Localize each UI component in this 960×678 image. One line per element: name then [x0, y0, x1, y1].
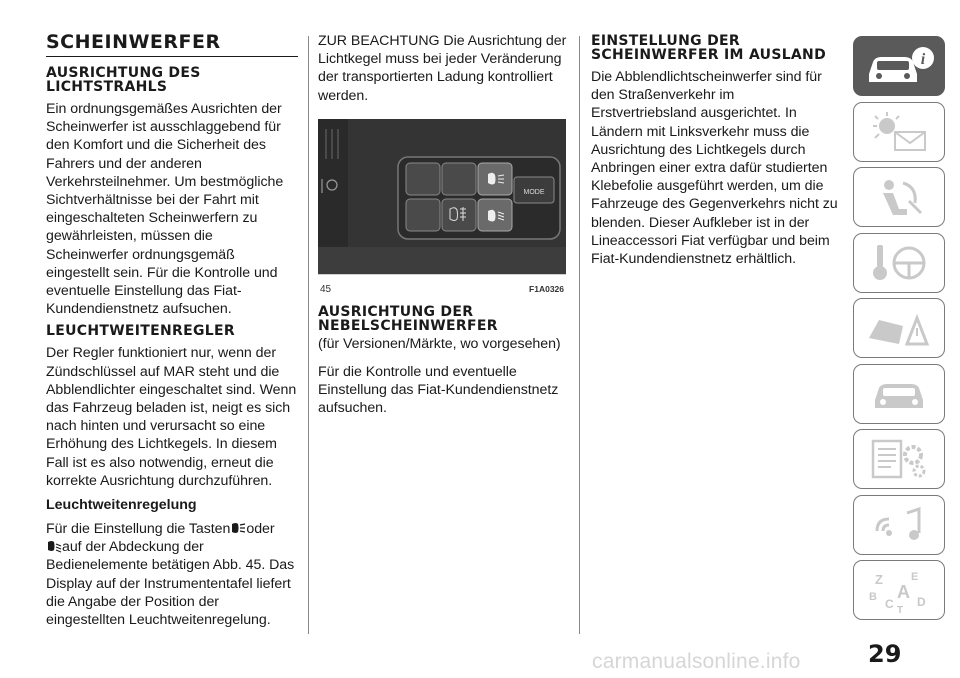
tab-index[interactable]	[853, 560, 945, 620]
key-steering-wheel-icon	[859, 239, 939, 287]
svg-text:Z: Z	[875, 572, 883, 587]
alphabet-index-icon	[859, 566, 939, 614]
column-1	[46, 32, 298, 635]
headlight-up-icon	[230, 520, 246, 536]
paragraph-with-buttons	[46, 520, 298, 629]
accident-warning-icon	[859, 304, 939, 352]
section-heading-nebelscheinwerfer: AUSRICHTUNG DER NEBELSCHEINWERFER	[318, 303, 498, 334]
column-2	[318, 32, 568, 424]
column-3	[591, 32, 843, 274]
paragraph: Die Abblendlichtscheinwerfer sind für den Straßenverkehr im Erstvertriebsland ausgerichtet. In Ländern mit Linksverkehr muss die Ausrichtung des Lichtkegels durch Anbringen einer extra dafür studierten Klebefolie ausgeführt werden, um die Fahrzeuge des Gegenverkehrs nicht zu blenden. Dieser Aufkleber ist in der Lineaccessori Fiat verfügbar und beim Fiat-Kundendienstnetz erhältlich.	[591, 69, 838, 268]
paragraph-note: ZUR BEACHTUNG Die Ausrichtung der Lichtkegel muss bei jeder Veränderung der transportierten Ladung kontrolliert werden.	[318, 33, 567, 104]
tab-safety[interactable]	[853, 167, 945, 227]
tab-car-info[interactable]	[853, 36, 945, 96]
tab-maintenance-car[interactable]	[853, 364, 945, 424]
subheading-leuchtweitenregelung: Leuchtweitenregelung	[46, 497, 197, 514]
section-heading-ausland: EINSTELLUNG DER SCHEINWERFER IM AUSLAND	[591, 33, 826, 63]
svg-text:D: D	[917, 595, 926, 609]
text-fragment: auf der Abdeckung der Bedienelemente betätigen Abb. 45. Das Display auf der Instrumententafel liefert die Angabe der Position der eingestellten Leuchtweitenregelung.	[46, 539, 295, 629]
column-divider	[579, 36, 580, 634]
tab-emergency[interactable]	[853, 298, 945, 358]
text-fragment: Für die Einstellung die Tasten	[46, 521, 231, 538]
watermark: carmanualsonline.info	[592, 650, 801, 673]
figure-headlight-switch-panel	[318, 119, 566, 297]
warning-lights-mail-icon	[859, 108, 939, 156]
mode-label: MODE	[523, 188, 545, 196]
paragraph: Der Regler funktioniert nur, wenn der Zündschlüssel auf MAR steht und die Abblendlichter eingeschaltet sind. Wenn das Fahrzeug beladen ist, neigt es sich nach hinten und verursacht so eine Erhöhung des Lichtkegels. In diesem Fall ist es also notwendig, erneut die korrekte Ausrichtung durchzuführen.	[46, 345, 297, 489]
column-divider	[308, 36, 309, 634]
tab-technical-data[interactable]	[853, 429, 945, 489]
svg-text:C: C	[885, 597, 894, 611]
tab-warning-lights[interactable]	[853, 102, 945, 162]
seat-airbag-icon	[859, 173, 939, 221]
page-title: SCHEINWERFER	[46, 32, 298, 57]
figure-number: 45	[320, 283, 332, 295]
car-info-icon	[859, 42, 939, 90]
svg-text:T: T	[897, 605, 904, 614]
subtitle-versions: (für Versionen/Märkte, wo vorgesehen)	[318, 335, 561, 352]
tab-starting-driving[interactable]	[853, 233, 945, 293]
switch-panel-illustration	[318, 119, 566, 275]
figure-code: F1A0326	[529, 283, 564, 294]
svg-text:A: A	[897, 582, 910, 602]
text-fragment: oder	[246, 521, 275, 538]
maintenance-list-gear-icon	[859, 435, 939, 483]
svg-text:B: B	[869, 591, 877, 603]
chapter-tabs	[853, 36, 947, 626]
section-heading-leuchtweitenregler: LEUCHTWEITENREGLER	[46, 323, 235, 340]
tab-multimedia[interactable]	[853, 495, 945, 555]
paragraph: Für die Kontrolle und eventuelle Einstellung das Fiat-Kundendienstnetz aufsuchen.	[318, 364, 559, 417]
radio-music-icon	[859, 501, 939, 549]
section-heading-lichtstrahl: AUSRICHTUNG DES LICHTSTRAHLS	[46, 65, 201, 95]
paragraph: Ein ordnungsgemäßes Ausrichten der Scheinwerfer ist ausschlaggebend für den Komfort und die Sicherheit des Fahrers und der anderen Verkehrsteilnehmer. Um bestmögliche Sichtverhältnisse bei der Fahrt mit eingeschalteten Scheinwerfern zu gewährleisten, müssen die Scheinwerfer ordnungsgemäß eingestellt sein. Für die Kontrolle und eventuelle Einstellung das Fiat-Kundendienstnetz aufsuchen.	[46, 101, 284, 318]
page-number: 29	[868, 640, 902, 668]
svg-text:E: E	[911, 571, 919, 583]
car-front-icon	[859, 370, 939, 418]
svg-text:i: i	[920, 51, 926, 68]
headlight-down-icon	[46, 538, 62, 554]
